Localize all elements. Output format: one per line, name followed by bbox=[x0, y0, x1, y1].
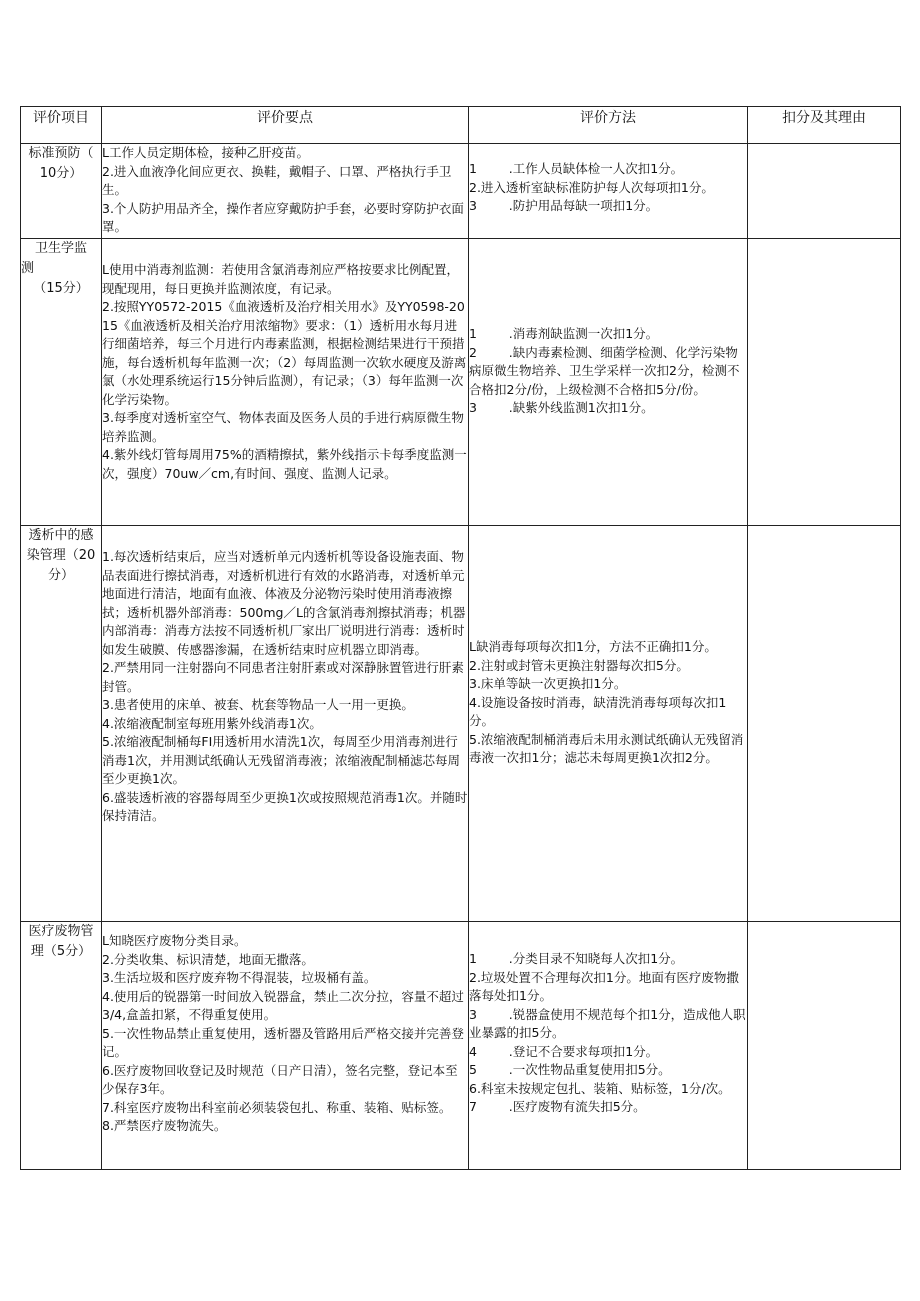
deduction-cell[interactable] bbox=[748, 922, 901, 1170]
point-item: 2.进入血液净化间应更衣、换鞋，戴帽子、口罩、严格执行手卫生。 bbox=[102, 163, 452, 197]
deduction-cell[interactable] bbox=[748, 526, 901, 922]
table-row-hygiene-monitoring bbox=[21, 239, 901, 526]
method-item: 2 .缺内毒素检测、细菌学检测、化学污染物病原微生物培养、卫生学采样一次扣2分，检测不合格扣2分/份，上级检测不合格扣5分/份。 bbox=[469, 344, 740, 397]
point-item: 3.生活垃圾和医疗废弃物不得混装，垃圾桶有盖。 bbox=[102, 970, 377, 985]
category-line: 理（5分） bbox=[30, 944, 92, 959]
method-item: 1 .工作人员缺体检一人次扣1分。 bbox=[469, 161, 684, 176]
methods-cell bbox=[469, 922, 748, 1170]
method-item: 5 .一次性物品重复使用扣5分。 bbox=[469, 1062, 671, 1077]
point-item: L工作人员定期体检，接种乙肝疫苗。 bbox=[102, 145, 309, 160]
point-item: 4.浓缩液配制室每班用紫外线消毒1次。 bbox=[102, 715, 322, 731]
point-item: 1.每次透析结束后，应当对透析单元内透析机等设备设施表面、物品表面进行擦拭消毒，对透析机进行有效的水路消毒，对透析单元地面进行清洁，地面有血液、体液及分泌物污染时使用消毒液擦拭；透析机器外部消毒：500mg／L的含氯消毒剂擦拭消毒；机器内部消毒：消毒方法按不同透析机厂家出厂说明进行消毒：透析时如发生破膜、传感器渗漏，在透析结束时应机器立即消毒。 bbox=[102, 549, 466, 657]
method-item: 4.设施设备按时消毒，缺清洗消毒每项每次扣1分。 bbox=[469, 694, 727, 728]
category-line: 透析中的感 bbox=[28, 528, 94, 543]
header-methods: 评价方法 bbox=[469, 107, 748, 144]
category-line: 10分） bbox=[39, 166, 83, 181]
method-item: L缺消毒每项每次扣1分，方法不正确扣1分。 2.注射或封管未更换注射器每次扣5分。 bbox=[469, 639, 797, 673]
category-line: 测 bbox=[21, 261, 35, 276]
category-cell bbox=[21, 144, 102, 239]
method-item: 2.垃圾处置不合理每次扣1分。地面有医疗废物撒落每处扣1分。 bbox=[469, 969, 739, 1003]
methods-cell bbox=[469, 526, 797, 922]
category-line: 卫生学监 bbox=[34, 241, 87, 256]
deduction-cell[interactable] bbox=[748, 239, 901, 526]
point-item: 2.按照YY0572-2015《血液透析及治疗相关用水》及YY0598-2015《血液透析及相关治疗用浓缩物》要求：（1）透析用水每月进行细菌培养，每三个月进行内毒素监测，根据检测结果进行干预措施，每台透析机每年监测一次；（2）每周监测一次软水硬度及游离氯（水处理系统运行15分钟后监测），有记录；（3）每年监测一次化学污染物。 bbox=[102, 299, 467, 407]
method-item: 1 .分类目录不知晓每人次扣1分。 bbox=[469, 951, 684, 966]
methods-cell bbox=[469, 239, 748, 526]
table-row-standard-precautions bbox=[21, 144, 901, 239]
method-item: 2.进入透析室缺标准防护每人次每项扣1分。 bbox=[469, 179, 714, 195]
point-item: 2.严禁用同一注射器向不同患者注射肝素或对深静脉置管进行肝素封管。 bbox=[102, 660, 464, 694]
header-category: 评价项目 bbox=[21, 107, 102, 144]
header-deduction: 扣分及其理由 bbox=[748, 107, 901, 144]
method-item: 3.床单等缺一次更换扣1分。 bbox=[469, 676, 627, 691]
method-item: 4 .登记不合要求每项扣1分。 bbox=[469, 1043, 659, 1059]
point-item: L知晓医疗废物分类目录。 bbox=[102, 933, 247, 948]
category-line: （15分） bbox=[33, 281, 89, 296]
category-line: 标准预防（ bbox=[28, 146, 94, 161]
point-item: 3.个人防护用品齐全，操作者应穿戴防护手套，必要时穿防护衣面罩。 bbox=[102, 200, 464, 234]
method-item: 7 .医疗废物有流失扣5分。 bbox=[469, 1099, 646, 1114]
point-item: 5.浓缩液配制桶每FI用透析用水清洗1次，每周至少用消毒剂进行消毒1次，并用测试纸确认无残留消毒液；浓缩液配制桶滤芯每周至少更换1次。 bbox=[102, 734, 460, 786]
table-row-medical-waste bbox=[21, 922, 901, 1170]
point-item: 3.每季度对透析室空气、物体表面及医务人员的手进行病原微生物培养监测。 bbox=[102, 410, 464, 444]
table-row-dialysis-infection bbox=[21, 526, 901, 922]
method-item: 6.科室未按规定包扎、装箱、贴标签，1分/次。 bbox=[469, 1080, 731, 1096]
category-cell bbox=[21, 239, 102, 526]
method-item: 5.浓缩液配制桶消毒后未用永测试纸确认无残留消毒液一次扣1分；滤芯未每周更换1次扣2分。 bbox=[469, 731, 744, 765]
point-item: 8.严禁医疗废物流失。 bbox=[102, 1118, 227, 1133]
deduction-cell[interactable] bbox=[748, 144, 901, 239]
points-cell bbox=[102, 239, 469, 526]
points-cell bbox=[102, 922, 469, 1170]
point-item: 2.分类收集、标识清楚，地面无撒落。 bbox=[102, 951, 314, 967]
point-item: L使用中消毒剂监测：若使用含氯消毒剂应严格按要求比例配置，现配现用，每日更换并监测浓度，有记录。 bbox=[102, 262, 459, 296]
points-cell bbox=[102, 526, 469, 922]
point-item: 5.一次性物品禁止重复使用，透析器及管路用后严格交接并完善登记。 bbox=[102, 1025, 464, 1059]
point-item: 6.医疗废物回收登记及时规范（日产日清），签名完整，登记本至少保存3年。 bbox=[102, 1062, 458, 1096]
method-item: 3 .缺紫外线监测1次扣1分。 bbox=[469, 400, 654, 415]
method-item: 1 .消毒剂缺监测一次扣1分。 bbox=[469, 326, 659, 341]
points-cell bbox=[102, 144, 469, 239]
point-item: 7.科室医疗废物出科室前必须装袋包扎、称重、装箱、贴标签。 bbox=[102, 1099, 452, 1115]
point-item: 3.患者使用的床单、被套、枕套等物品一人一用一更换。 bbox=[102, 697, 414, 712]
method-item: 3 .防护用品每缺一项扣1分。 bbox=[469, 198, 659, 213]
category-line: 染管理（20 bbox=[26, 548, 96, 563]
category-line: 分） bbox=[47, 568, 74, 583]
point-item: 4.紫外线灯管每周用75%的酒精擦拭，紫外线指示卡每季度监测一次，强度）70uw／cm,有时间、强度、监测人记录。 bbox=[102, 447, 467, 481]
methods-cell bbox=[469, 144, 748, 239]
category-cell bbox=[21, 526, 102, 922]
evaluation-table bbox=[20, 106, 901, 1170]
header-row bbox=[21, 107, 901, 144]
category-line: 医疗废物管 bbox=[28, 924, 94, 939]
header-points: 评价要点 bbox=[102, 107, 469, 144]
point-item: 6.盛装透析液的容器每周至少更换1次或按照规范消毒1次。并随时保持清洁。 bbox=[102, 789, 468, 823]
point-item: 4.使用后的锐器第一时间放入锐器盒，禁止二次分拉，容量不超过3/4,盒盖扣紧，不得重复使用。 bbox=[102, 988, 464, 1022]
method-item: 3 .锐器盒使用不规范每个扣1分，造成他人职业暴露的扣5分。 bbox=[469, 1006, 746, 1040]
category-cell bbox=[21, 922, 102, 1170]
